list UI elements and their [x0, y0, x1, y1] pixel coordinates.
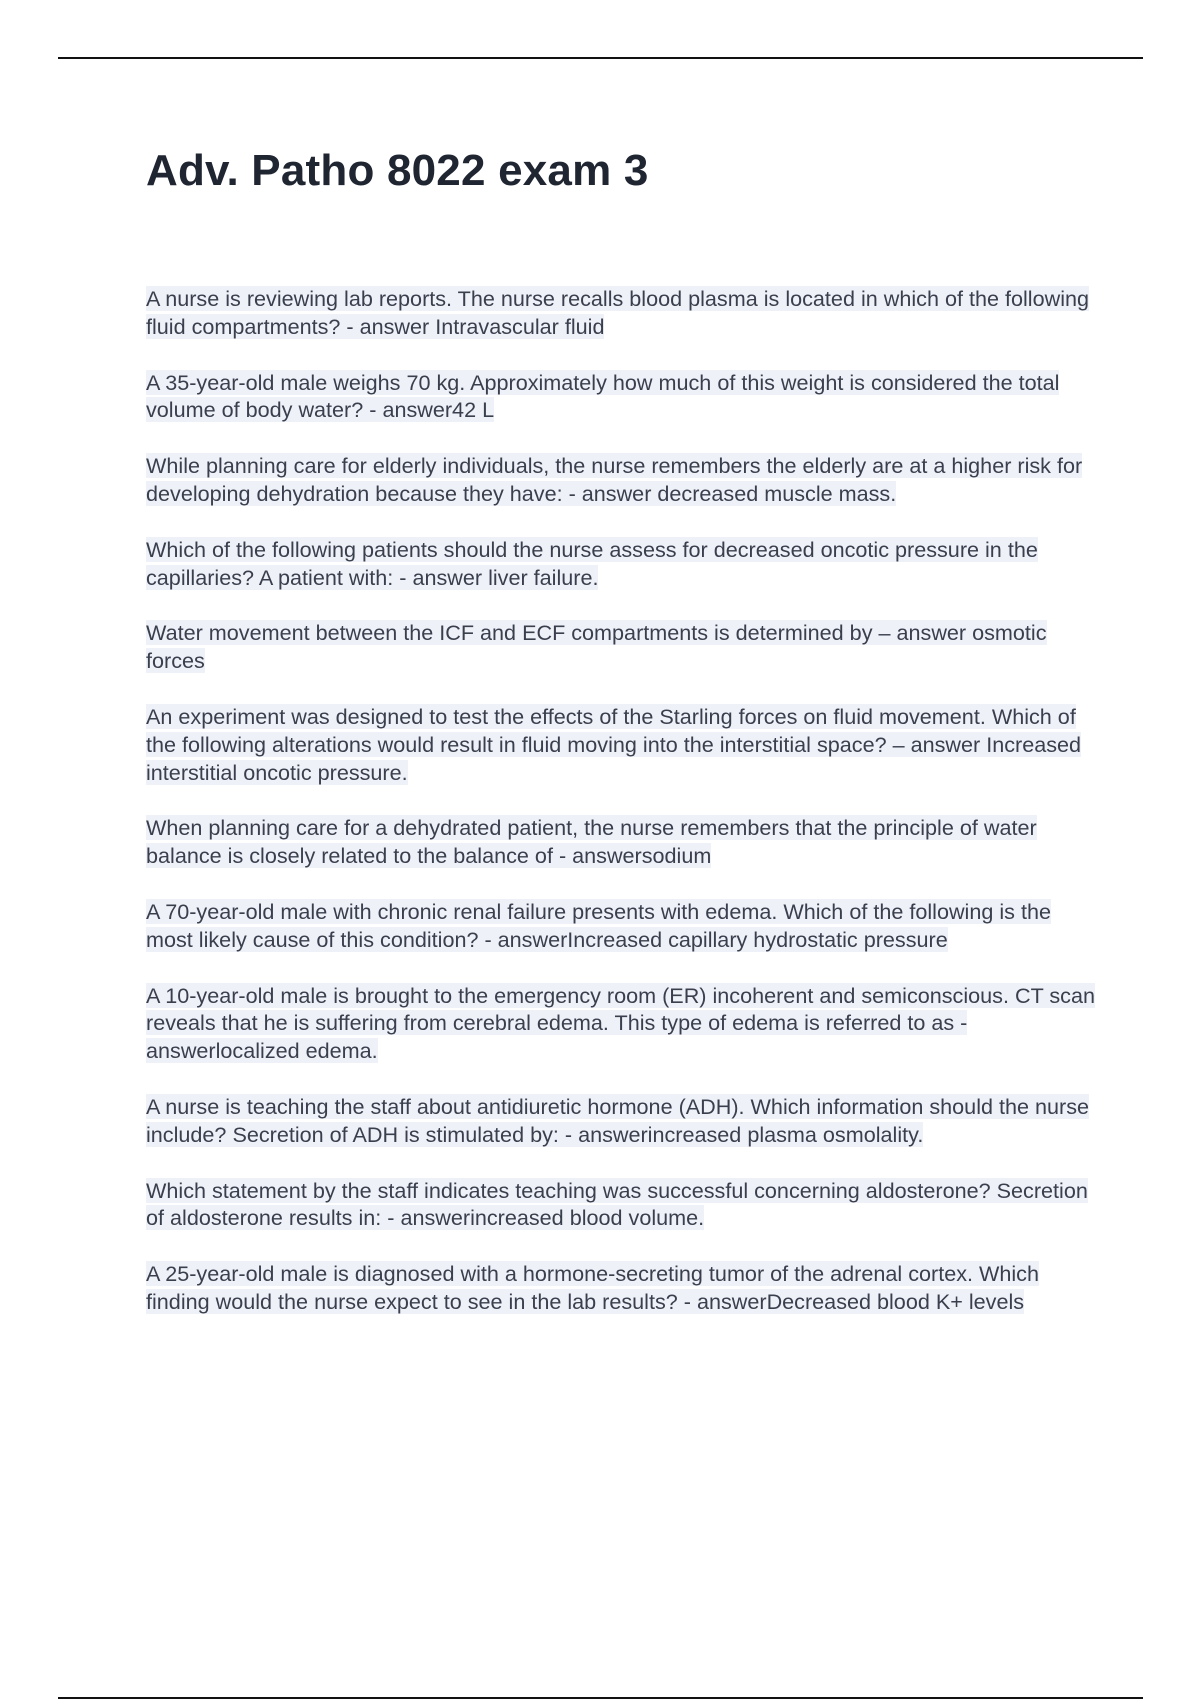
qa-item-8: [146, 898, 1096, 954]
qa-item-3: [146, 452, 1096, 508]
qa-item-10: [146, 1093, 1096, 1149]
page-title: Adv. Patho 8022 exam 3: [146, 146, 649, 195]
qa-text: A nurse is reviewing lab reports. The nurse recalls blood plasma is located in which of the following fluid compartments? - answer Intravascular fluid: [146, 286, 1090, 339]
qa-item-6: [146, 703, 1096, 786]
qa-text: When planning care for a dehydrated patient, the nurse remembers that the principle of water balance is closely related to the balance of - answersodium: [146, 815, 1037, 869]
qa-text: Which statement by the staff indicates teaching was successful concerning aldosterone? Secretion of aldosterone results in: - answerincreased blood volume.: [146, 1177, 1088, 1231]
qa-text: Water movement between the ICF and ECF compartments is determined by – answer osmotic forces: [146, 620, 1047, 674]
qa-text: A 35-year-old male weighs 70 kg. Approximately how much of this weight is considered the total volume of body water? - answer42 L: [146, 369, 1060, 423]
question-answer-list: [146, 285, 1096, 1344]
qa-item-4: [146, 536, 1096, 592]
qa-item-11: [146, 1177, 1096, 1233]
top-divider: [58, 57, 1143, 59]
qa-item-2: [146, 369, 1096, 425]
qa-item-12: [146, 1260, 1096, 1316]
qa-item-9: [146, 982, 1096, 1065]
qa-item-5: [146, 619, 1096, 675]
qa-text: Which of the following patients should the nurse assess for decreased oncotic pressure in the capillaries? A patient with: - answer liver failure.: [146, 536, 1038, 590]
qa-text: A nurse is teaching the staff about antidiuretic hormone (ADH). Which information should the nurse include? Secretion of ADH is stimulated by: - answerincreased plasma osmolality.: [146, 1093, 1090, 1147]
qa-text: A 25-year-old male is diagnosed with a hormone-secreting tumor of the adrenal cortex. Which finding would the nurse expect to see in the lab results? - answerDecreased blood K+ levels: [146, 1261, 1039, 1314]
qa-item-7: [146, 814, 1096, 870]
qa-text: While planning care for elderly individuals, the nurse remembers the elderly are at a higher risk for developing dehydration because they have: - answer decreased muscle mass.: [146, 453, 1083, 506]
qa-item-1: [146, 285, 1096, 341]
qa-text: An experiment was designed to test the effects of the Starling forces on fluid movement. Which of the following alterations would result in fluid moving into the interstitial space? – answer Increased interstitial oncotic pressure.: [146, 703, 1082, 785]
qa-text: A 70-year-old male with chronic renal failure presents with edema. Which of the following is the most likely cause of this condition? - answerIncreased capillary hydrostatic pressure: [146, 898, 1051, 952]
qa-text: A 10-year-old male is brought to the emergency room (ER) incoherent and semiconscious. CT scan reveals that he is suffering from cerebral edema. This type of edema is referred to as - answerlocalized edema.: [146, 982, 1095, 1064]
bottom-divider: [58, 1697, 1143, 1699]
